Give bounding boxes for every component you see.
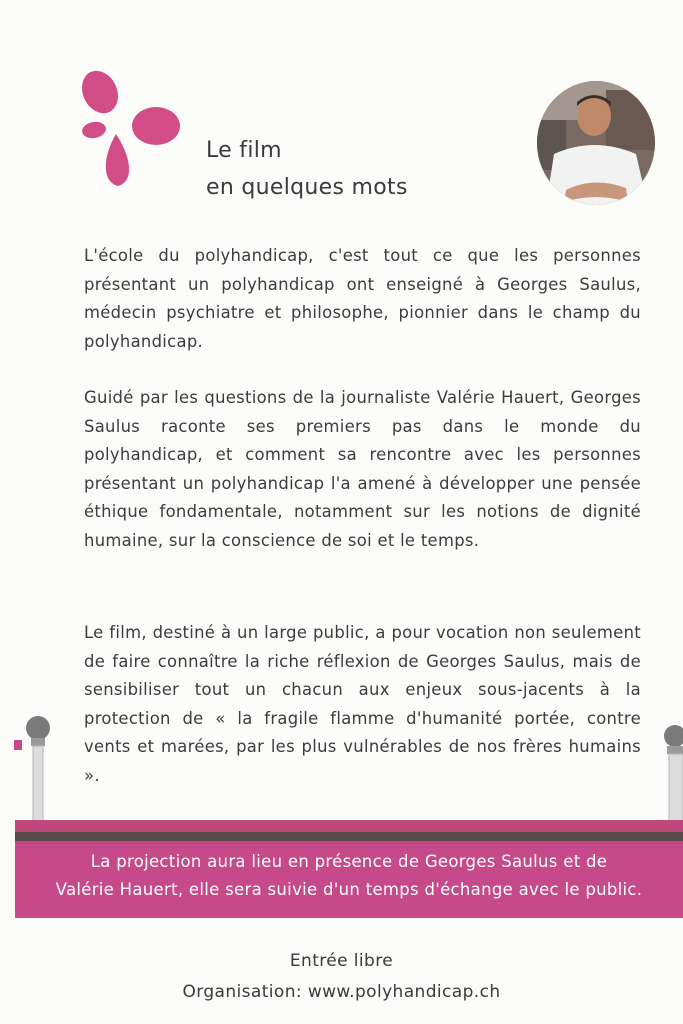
paragraph-intro: L'école du polyhandicap, c'est tout ce que les personnes présentant un polyhandicap ont enseigné à Georges Saulus, médecin psychiatre et philosophe, pionnier dans le champ du polyhandicap. <box>84 246 641 351</box>
paragraph-journalist: Guidé par les questions de la journaliste Valérie Hauert, Georges Saulus raconte ses premiers pas dans le monde du polyhandicap, et comment sa rencontre avec les personnes présentant un polyhandicap l'a amené à développer une pensée éthique fondamentale, notamment sur les notions de dignité humaine, sur la conscience de soi et le temps. <box>84 388 641 550</box>
announcement-line-2: Valérie Hauert, elle sera suivie d'un temps d'échange avec le public. <box>55 880 643 899</box>
petal-logo-icon <box>80 70 184 190</box>
announcement-line-1: La projection aura lieu en présence de Georges Saulus et de <box>90 852 608 871</box>
entry-info: Entrée libre <box>289 951 394 971</box>
title-line-1: Le film <box>206 138 282 163</box>
paragraph-purpose: Le film, destiné à un large public, a pour vocation non seulement de faire connaître la riche réflexion de Georges Saulus, mais de sensibiliser tout un chacun aux enjeux sous-jacents à la protection de « la fragile flamme d'humanité portée, contre vents et marées, par les plus vulnérables de nos frères humains ». <box>84 623 641 785</box>
page-title <box>206 132 408 206</box>
announcement-text <box>15 848 683 904</box>
organisation-info: Organisation: www.polyhandicap.ch <box>182 982 501 1002</box>
portrait-photo <box>536 80 656 206</box>
title-line-2: en quelques mots <box>206 175 408 200</box>
banner-rope-stripe <box>15 832 683 841</box>
